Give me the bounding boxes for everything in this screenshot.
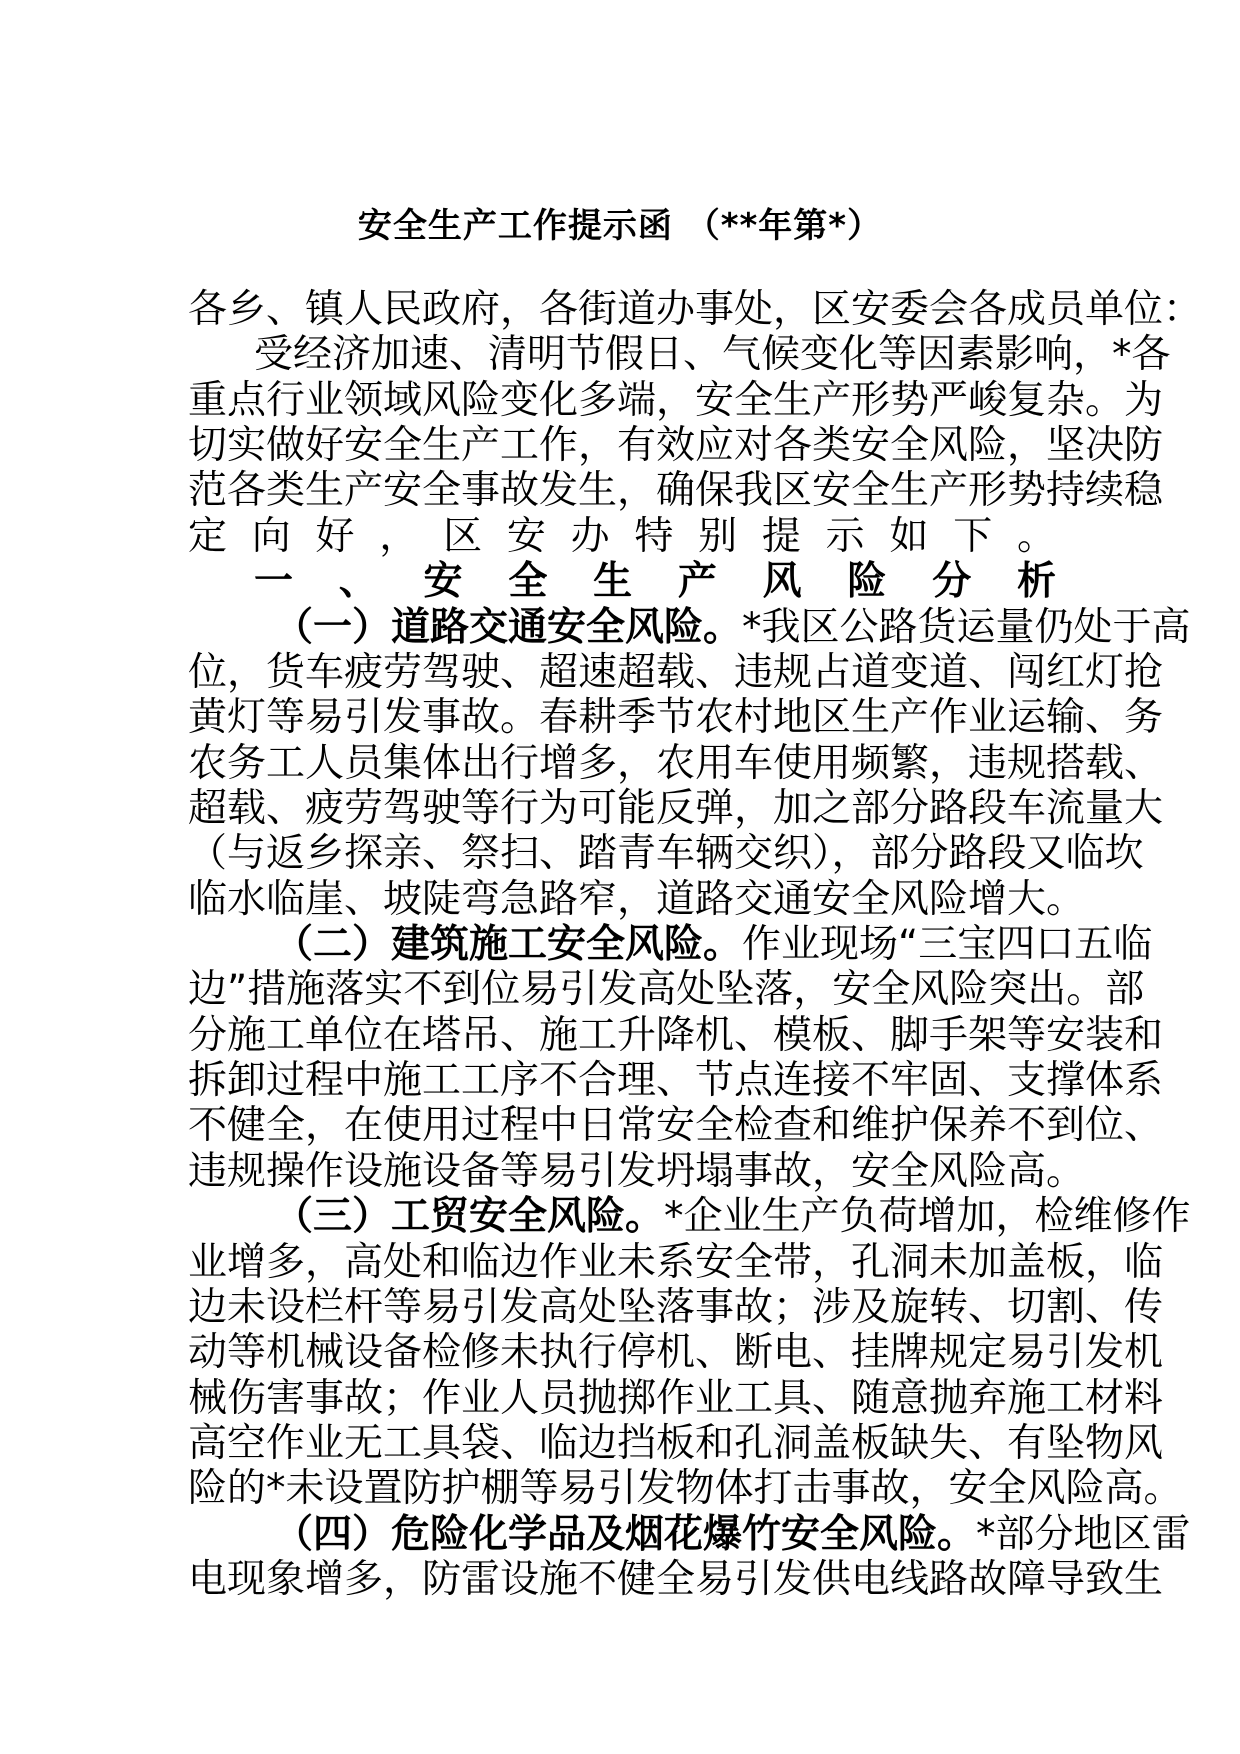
line-text: 临水临崖、坡陡弯急路窄，道路交通安全风险增大。	[188, 876, 1086, 922]
line-text: 业增多，高处和临边作业未系安全带，孔洞未加盖板，临	[188, 1239, 1164, 1285]
text-line	[188, 922, 1153, 968]
section-heading: （三）工贸安全风险。	[274, 1194, 665, 1240]
document-title: 安全生产工作提示函 （**年第*）	[357, 206, 883, 246]
line-text: 农务工人员集体出行增多，农用车使用频繁，违规搭载、	[188, 740, 1164, 786]
text-line	[188, 876, 1086, 922]
line-text: *企业生产负荷增加，检维修作	[664, 1194, 1191, 1240]
text-line	[188, 287, 1203, 332]
line-text: 高空作业无工具袋、临边挡板和孔洞盖板缺失、有坠物风	[188, 1420, 1164, 1466]
line-text: 范各类生产安全事故发生，确保我区安全生产形势持续稳	[188, 468, 1164, 514]
text-line	[188, 468, 1164, 514]
line-text: 边”措施落实不到位易引发高处坠落，安全风险突出。部	[188, 967, 1145, 1013]
line-text: 械伤害事故；作业人员抛掷作业工具、随意抛弃施工材料	[188, 1375, 1164, 1421]
text-line	[188, 559, 1056, 604]
text-line	[188, 1058, 1164, 1104]
line-text: 作业现场“三宝四口五临	[742, 922, 1153, 968]
line-text: 位，货车疲劳驾驶、超速超载、违规占道变道、闯红灯抢	[188, 649, 1164, 695]
text-line	[188, 1466, 1183, 1512]
text-line	[188, 785, 1164, 831]
text-line	[188, 377, 1164, 423]
text-line	[188, 1420, 1164, 1466]
section-heading: 一、安全生产风险分析	[254, 559, 1056, 605]
line-text: 动等机械设备检修未执行停机、断电、挂牌规定易引发机	[188, 1330, 1164, 1376]
text-line	[188, 1330, 1164, 1376]
line-text: 重点行业领域风险变化多端，安全生产形势严峻复杂。为	[188, 377, 1164, 423]
line-text: 险的*未设置防护棚等易引发物体打击事故，安全风险高。	[188, 1466, 1183, 1512]
text-line	[188, 1284, 1164, 1330]
text-line	[188, 1375, 1164, 1421]
text-line	[188, 1148, 1086, 1194]
line-text: 各乡、镇人民政府，各街道办事处，区安委会各成员单位：	[188, 287, 1203, 332]
text-line	[188, 423, 1164, 469]
text-line	[188, 1012, 1164, 1058]
text-line	[188, 1557, 1164, 1603]
text-line	[188, 649, 1164, 695]
text-line	[188, 1194, 1191, 1240]
section-heading: （二）建筑施工安全风险。	[274, 922, 743, 968]
text-line	[188, 1103, 1164, 1149]
line-text: 不健全，在使用过程中日常安全检查和维护保养不到位、	[188, 1103, 1164, 1149]
line-text: 超载、疲劳驾驶等行为可能反弹，加之部分路段车流量大	[188, 785, 1164, 831]
line-text: *部分地区雷	[976, 1511, 1191, 1557]
line-text: 拆卸过程中施工工序不合理、节点连接不牢固、支撑体系	[188, 1058, 1164, 1104]
text-line	[188, 740, 1164, 786]
text-line	[188, 604, 1191, 650]
line-text: （与返乡探亲、祭扫、踏青车辆交织），部分路段又临坎	[188, 831, 1144, 877]
text-line	[188, 1511, 1191, 1557]
text-line	[188, 332, 1171, 378]
line-text: 分施工单位在塔吊、施工升降机、模板、脚手架等安装和	[188, 1012, 1164, 1058]
line-text: 电现象增多，防雷设施不健全易引发供电线路故障导致生	[188, 1557, 1164, 1603]
text-line	[188, 514, 1056, 559]
line-text: 定向好，区安办特别提示如下。	[188, 513, 1056, 559]
line-text: 切实做好安全生产工作，有效应对各类安全风险，坚决防	[188, 423, 1164, 469]
section-heading: （一）道路交通安全风险。	[274, 604, 743, 650]
line-text: *我区公路货运量仍处于高	[742, 604, 1191, 650]
line-text: 黄灯等易引发事故。春耕季节农村地区生产作业运输、务	[188, 695, 1164, 741]
line-text: 受经济加速、清明节假日、气候变化等因素影响，*各	[254, 332, 1171, 378]
text-line	[188, 967, 1145, 1013]
section-heading: （四）危险化学品及烟花爆竹安全风险。	[274, 1511, 977, 1557]
text-line	[188, 831, 1144, 877]
document-body	[188, 287, 1203, 1603]
text-line	[188, 1239, 1164, 1285]
line-text: 边未设栏杆等易引发高处坠落事故；涉及旋转、切割、传	[188, 1284, 1164, 1330]
text-line	[188, 695, 1164, 741]
line-text: 违规操作设施设备等易引发坍塌事故，安全风险高。	[188, 1148, 1086, 1194]
